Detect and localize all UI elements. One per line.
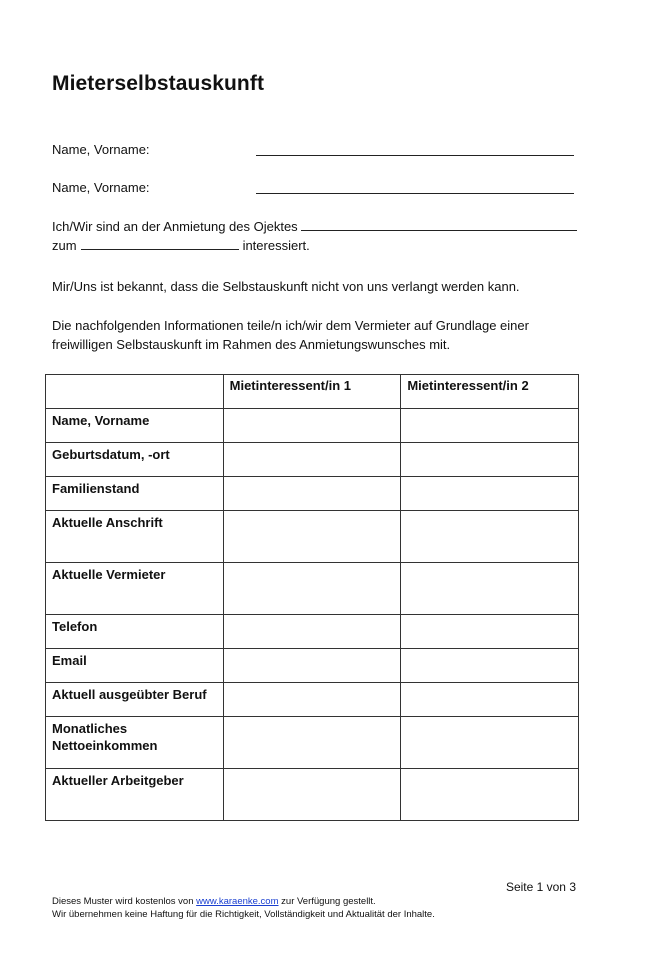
zum-label: zum — [52, 238, 77, 253]
row-label-employer: Aktueller Arbeitgeber — [46, 769, 224, 821]
table-row — [46, 649, 579, 683]
row-label-marital-status: Familienstand — [46, 477, 224, 511]
page-number: Seite 1 von 3 — [505, 880, 576, 894]
cell-applicant-2[interactable] — [401, 615, 579, 649]
cell-applicant-1[interactable] — [223, 683, 401, 717]
cell-applicant-1[interactable] — [223, 511, 401, 563]
cell-applicant-2[interactable] — [401, 683, 579, 717]
cell-applicant-2[interactable] — [401, 477, 579, 511]
paragraph-info-line1: Die nachfolgenden Informationen teile/n ich/wir dem Vermieter auf Grundlage einer — [52, 318, 529, 333]
name-label-2: Name, Vorname: — [52, 180, 150, 195]
table-row — [46, 409, 579, 443]
table-header-empty — [46, 375, 224, 409]
table-row — [46, 615, 579, 649]
row-label-name: Name, Vorname — [46, 409, 224, 443]
table-header-applicant-1: Mietinteressent/in 1 — [223, 375, 401, 409]
date-field[interactable] — [81, 239, 239, 250]
applicant-table — [45, 374, 579, 821]
table-row — [46, 769, 579, 821]
paragraph-info-line2: freiwilligen Selbstauskunft im Rahmen des Anmietungswunsches mit. — [52, 337, 451, 352]
cell-applicant-1[interactable] — [223, 477, 401, 511]
cell-applicant-2[interactable] — [401, 511, 579, 563]
cell-applicant-2[interactable] — [401, 409, 579, 443]
cell-applicant-1[interactable] — [223, 769, 401, 821]
table-row — [46, 683, 579, 717]
cell-applicant-1[interactable] — [223, 649, 401, 683]
row-label-occupation: Aktuell ausgeübter Beruf — [46, 683, 224, 717]
zum-line — [52, 238, 310, 253]
row-label-landlord: Aktuelle Vermieter — [46, 563, 224, 615]
row-label-address: Aktuelle Anschrift — [46, 511, 224, 563]
table-header-applicant-2: Mietinteressent/in 2 — [401, 375, 579, 409]
object-field[interactable] — [301, 220, 577, 231]
cell-applicant-2[interactable] — [401, 649, 579, 683]
footer-suffix: zur Verfügung gestellt. — [281, 896, 376, 907]
name-row-1 — [52, 142, 150, 157]
cell-applicant-1[interactable] — [223, 717, 401, 769]
cell-applicant-1[interactable] — [223, 443, 401, 477]
row-label-birth: Geburtsdatum, -ort — [46, 443, 224, 477]
cell-applicant-2[interactable] — [401, 443, 579, 477]
table-row — [46, 563, 579, 615]
cell-applicant-1[interactable] — [223, 563, 401, 615]
row-label-phone: Telefon — [46, 615, 224, 649]
table-header-row — [46, 375, 579, 409]
name-row-2 — [52, 180, 150, 195]
footer — [52, 895, 435, 921]
footer-link[interactable]: www.karaenke.com — [196, 896, 279, 907]
name-field-1[interactable] — [256, 143, 574, 156]
cell-applicant-2[interactable] — [401, 563, 579, 615]
object-line — [52, 219, 577, 234]
row-label-email: Email — [46, 649, 224, 683]
cell-applicant-1[interactable] — [223, 615, 401, 649]
table-row — [46, 511, 579, 563]
paragraph-notice: Mir/Uns ist bekannt, dass die Selbstauskunft nicht von uns verlangt werden kann. — [52, 279, 520, 294]
footer-prefix: Dieses Muster wird kostenlos von — [52, 896, 194, 907]
table-row — [46, 717, 579, 769]
table-row — [46, 443, 579, 477]
footer-line-1 — [52, 895, 435, 908]
table-row — [46, 477, 579, 511]
footer-line-2: Wir übernehmen keine Haftung für die Richtigkeit, Vollständigkeit und Aktualität der Inhalte. — [52, 909, 435, 920]
row-label-income: Monatliches Nettoeinkommen — [46, 717, 224, 769]
object-label: Ich/Wir sind an der Anmietung des Ojektes — [52, 219, 298, 234]
name-field-2[interactable] — [256, 181, 574, 194]
name-label-1: Name, Vorname: — [52, 142, 150, 157]
cell-applicant-2[interactable] — [401, 769, 579, 821]
interest-suffix: interessiert. — [242, 238, 310, 253]
cell-applicant-1[interactable] — [223, 409, 401, 443]
cell-applicant-2[interactable] — [401, 717, 579, 769]
page-title: Mieterselbstauskunft — [52, 72, 265, 95]
